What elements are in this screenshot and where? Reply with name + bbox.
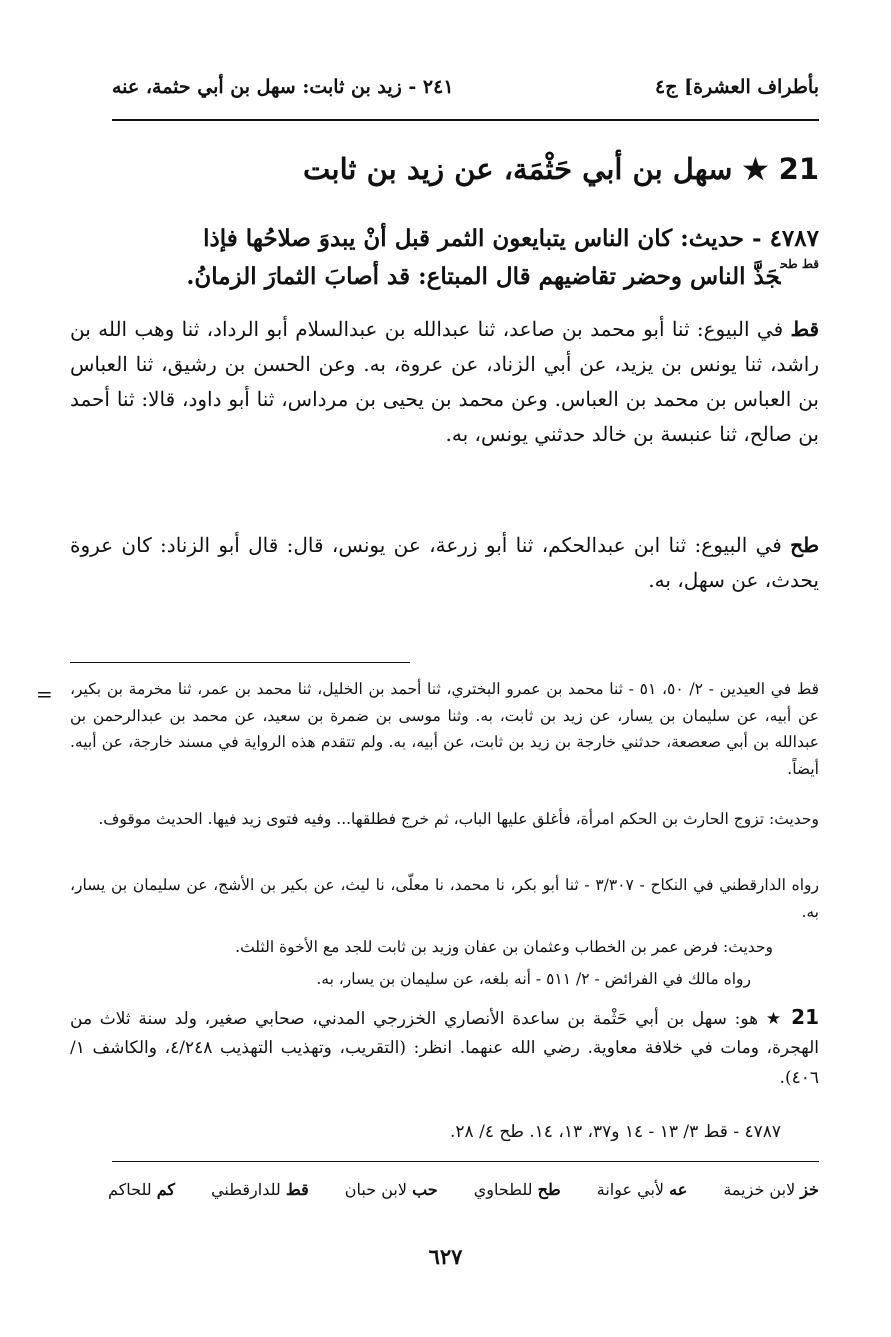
footnote-separator [70,662,410,663]
isnad-paragraph-2 [70,528,819,598]
footnote-1: قط في العيدين - ٢/ ٥٠، ٥١ - ثنا محمد بن عمرو البختري، ثنا أحمد بن الخليل، ثنا محمد بن عمر، ثنا مخرمة بن بكير، عن أبيه، عن سليمان بن يسار، عن زيد بن ثابت، به. وثنا موسى بن ضمرة بن سعيد، عن محمد بن عبدالرحمن بن عبدالله بن أبي صعصعة، حدثني خارجة بن زيد بن ثابت، عن أبيه، به. ولم تتقدم هذه الرواية في مسند خارجة، عن أبيه. أيضاً. [70,680,819,778]
running-header-left: ٢٤١ - زيد بن ثابت: سهل بن أبي حثمة، عنه [112,76,454,98]
section-title [303,152,819,186]
source-code: قط [790,317,820,341]
running-header-right: بأطراف العشرة] ج٤ [655,76,819,98]
biography-number: 21 [791,1005,820,1029]
hadith-heading [68,220,819,296]
biography-text: هو: سهل بن أبي حَثْمة بن ساعدة الأنصاري الخزرجي المدني، صحابي صغير، ولد سنة ثلاث من الهجرة، ومات في خلافة معاوية. رضي الله عنهما. انظر: (التقريب، وتهذيب التهذيب ٤/٢٤٨، والكاشف ١/ ٤٠٦). [70,1009,819,1088]
star-icon: ★ [742,152,769,186]
abbreviation-key [108,1180,819,1199]
hadith-number: ٤٧٨٧ [769,225,819,252]
continuation-mark: = [36,682,53,706]
section-number: 21 [778,152,819,186]
abbreviation-item: حب لابن حبان [344,1180,438,1199]
isnad-paragraph-1 [70,312,819,452]
abbreviation-item: خز لابن خزيمة [723,1180,819,1199]
hadith-text-line2: جَذَّ الناس وحضر تقاضيهم قال المبتاع: قد أصابَ الثمارَ الزمانُ. [186,262,781,290]
abbreviation-item: كم للحاكم [108,1180,176,1199]
page-number: ٦٢٧ [428,1244,463,1269]
hadith-text-line1: - حديث: كان الناس يتبايعون الثمر قبل أنْ يبدوَ صلاحُها فإذا [203,225,762,252]
abbreviation-item: طح للطحاوي [473,1180,561,1199]
star-icon: ★ [765,1009,784,1029]
footer-rule [112,1161,819,1162]
isnad-text: في البيوع: ثنا أبو محمد بن صاعد، ثنا عبدالله بن عبدالسلام أبو الرداد، ثنا وهب الله بن راشد، ثنا يونس بن يزيد، عن أبي الزناد، عن عروة، به. وعن الحسن بن رشيق، ثنا العباس بن العباس بن محمد بن العباس. وعن محمد بن يحيى بن مرداس، ثنا أبو داود، قالا: ثنا أحمد بن صالح، ثنا عنبسة بن خالد حدثني يونس، به. [70,317,820,446]
footnote-4: وحديث: فرض عمر بن الخطاب وعثمان بن عفان وزيد بن ثابت للجد مع الأخوة الثلث. [235,938,773,956]
source-code: طح [790,533,819,557]
source-marks: قط طح [780,256,819,271]
footnote-biography [70,1000,819,1093]
footnote-5: رواه مالك في الفرائض - ٢/ ٥١١ - أنه بلغه، عن سليمان بن يسار، به. [316,970,751,988]
footnote-references: ٤٧٨٧ - قط ٣/ ١٣ - ١٤ و٣٧، ١٣، ١٤. طح ٤/ ٢٨. [450,1122,781,1142]
header-rule [112,119,819,121]
footnote-3: رواه الدارقطني في النكاح - ٣/٣٠٧ - ثنا أبو بكر، نا محمد، نا معلّى، نا ليث، عن بكير بن الأشج، عن سليمان بن يسار، به. [70,876,819,921]
abbreviation-item: عه لأبي عوانة [596,1180,688,1199]
footnote-2: وحديث: تزوج الحارث بن الحكم امرأة، فأغلق عليها الباب، ثم خرج فطلقها... وفيه فتوى زيد فيها. الحديث موقوف. [98,810,819,828]
section-title-text: سهل بن أبي حَثْمَة، عن زيد بن ثابت [303,152,733,186]
isnad-text: في البيوع: ثنا ابن عبدالحكم، ثنا أبو زرعة، عن يونس، قال: قال أبو الزناد: كان عروة يحدث، عن سهل، به. [70,533,819,592]
abbreviation-item: قط للدارقطني [211,1180,309,1199]
